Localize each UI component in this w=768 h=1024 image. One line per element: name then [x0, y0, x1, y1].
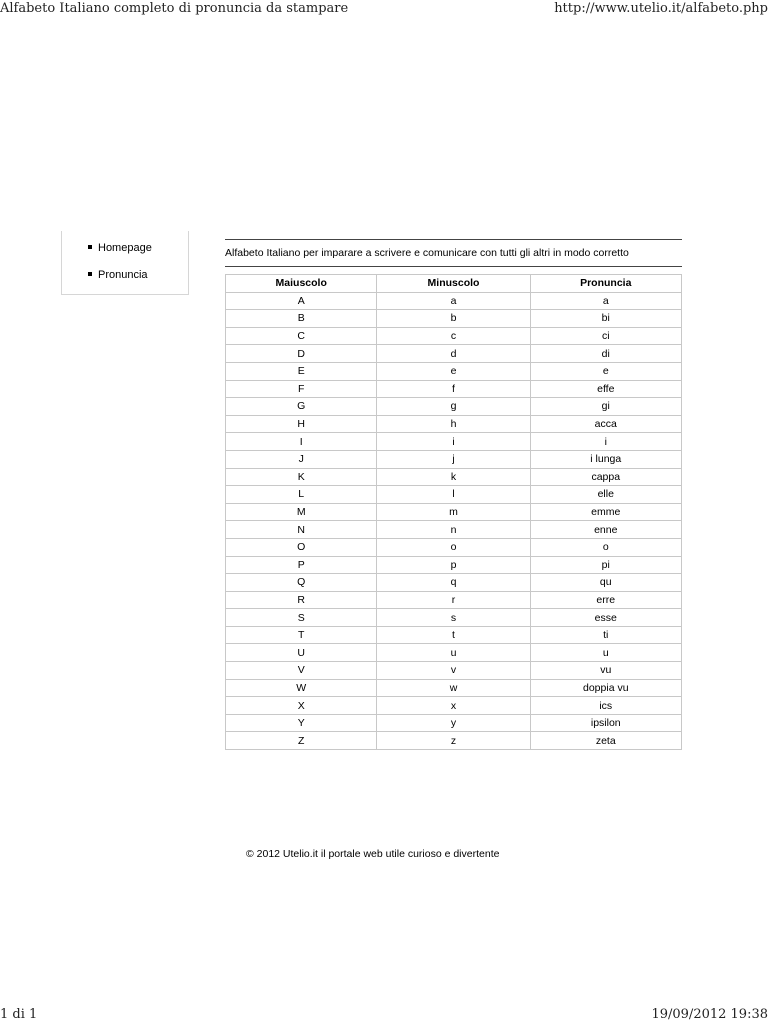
table-row	[226, 591, 682, 609]
table-row	[226, 609, 682, 627]
print-footer	[0, 1006, 768, 1024]
lowercase-cell: j	[377, 450, 530, 468]
copyright-text: © 2012 Utelio.it il portale web utile curioso e divertente	[246, 848, 500, 860]
print-page-title: Alfabeto Italiano completo di pronuncia da stampare	[0, 1, 349, 16]
pronunciation-cell: pi	[530, 556, 681, 574]
uppercase-cell: K	[226, 468, 377, 486]
uppercase-cell: M	[226, 503, 377, 521]
nav-link-pronuncia[interactable]	[88, 268, 148, 282]
table-row	[226, 574, 682, 592]
uppercase-cell: Q	[226, 574, 377, 592]
table-row	[226, 415, 682, 433]
pronunciation-cell: acca	[530, 415, 681, 433]
pronunciation-cell: enne	[530, 521, 681, 539]
uppercase-cell: X	[226, 697, 377, 715]
bullet-icon	[88, 272, 92, 276]
table-row	[226, 679, 682, 697]
divider	[225, 266, 682, 267]
table-row	[226, 556, 682, 574]
table-row	[226, 450, 682, 468]
table-row	[226, 433, 682, 451]
lowercase-cell: s	[377, 609, 530, 627]
pronunciation-cell: zeta	[530, 732, 681, 750]
table-body	[226, 292, 682, 749]
lowercase-cell: p	[377, 556, 530, 574]
pronunciation-cell: emme	[530, 503, 681, 521]
uppercase-cell: D	[226, 345, 377, 363]
uppercase-cell: J	[226, 450, 377, 468]
intro-text: Alfabeto Italiano per imparare a scrivere e comunicare con tutti gli altri in modo corretto	[225, 247, 629, 259]
uppercase-cell: T	[226, 626, 377, 644]
table-row	[226, 521, 682, 539]
pronunciation-cell: di	[530, 345, 681, 363]
table-header-row	[226, 275, 682, 293]
sidebar-nav	[61, 231, 189, 295]
uppercase-cell: G	[226, 398, 377, 416]
lowercase-cell: q	[377, 574, 530, 592]
uppercase-cell: W	[226, 679, 377, 697]
table-row	[226, 538, 682, 556]
uppercase-cell: U	[226, 644, 377, 662]
pronunciation-cell: doppia vu	[530, 679, 681, 697]
lowercase-cell: c	[377, 327, 530, 345]
pronunciation-cell: u	[530, 644, 681, 662]
lowercase-cell: x	[377, 697, 530, 715]
uppercase-cell: Y	[226, 714, 377, 732]
uppercase-cell: Z	[226, 732, 377, 750]
table-row	[226, 310, 682, 328]
table-row	[226, 714, 682, 732]
pronunciation-cell: ti	[530, 626, 681, 644]
nav-link-label: Pronuncia	[98, 269, 148, 281]
table-row	[226, 362, 682, 380]
nav-link-homepage[interactable]	[88, 241, 152, 255]
uppercase-cell: A	[226, 292, 377, 310]
lowercase-cell: h	[377, 415, 530, 433]
main-content	[225, 239, 682, 267]
lowercase-cell: f	[377, 380, 530, 398]
table-row	[226, 697, 682, 715]
lowercase-cell: z	[377, 732, 530, 750]
table-row	[226, 503, 682, 521]
pronunciation-cell: effe	[530, 380, 681, 398]
table-row	[226, 644, 682, 662]
uppercase-cell: P	[226, 556, 377, 574]
table-row	[226, 626, 682, 644]
pronunciation-cell: o	[530, 538, 681, 556]
uppercase-cell: O	[226, 538, 377, 556]
lowercase-cell: d	[377, 345, 530, 363]
pronunciation-cell: a	[530, 292, 681, 310]
lowercase-cell: l	[377, 486, 530, 504]
lowercase-cell: u	[377, 644, 530, 662]
lowercase-cell: m	[377, 503, 530, 521]
print-header	[0, 0, 768, 18]
lowercase-cell: y	[377, 714, 530, 732]
column-header-pronuncia: Pronuncia	[530, 275, 681, 293]
pronunciation-cell: elle	[530, 486, 681, 504]
pronunciation-cell: bi	[530, 310, 681, 328]
uppercase-cell: L	[226, 486, 377, 504]
pronunciation-cell: vu	[530, 662, 681, 680]
uppercase-cell: E	[226, 362, 377, 380]
column-header-maiuscolo: Maiuscolo	[226, 275, 377, 293]
lowercase-cell: b	[377, 310, 530, 328]
lowercase-cell: o	[377, 538, 530, 556]
uppercase-cell: R	[226, 591, 377, 609]
alphabet-table	[225, 274, 682, 750]
lowercase-cell: g	[377, 398, 530, 416]
lowercase-cell: i	[377, 433, 530, 451]
pronunciation-cell: erre	[530, 591, 681, 609]
print-page-url: http://www.utelio.it/alfabeto.php	[554, 1, 768, 16]
table-row	[226, 732, 682, 750]
lowercase-cell: e	[377, 362, 530, 380]
table-row	[226, 292, 682, 310]
lowercase-cell: t	[377, 626, 530, 644]
pronunciation-cell: e	[530, 362, 681, 380]
print-datetime: 19/09/2012 19:38	[651, 1007, 768, 1022]
nav-link-label: Homepage	[98, 242, 152, 254]
lowercase-cell: r	[377, 591, 530, 609]
table-row	[226, 327, 682, 345]
table-row	[226, 662, 682, 680]
bullet-icon	[88, 245, 92, 249]
table-row	[226, 486, 682, 504]
uppercase-cell: F	[226, 380, 377, 398]
uppercase-cell: C	[226, 327, 377, 345]
uppercase-cell: H	[226, 415, 377, 433]
table-row	[226, 468, 682, 486]
pronunciation-cell: ipsilon	[530, 714, 681, 732]
table-row	[226, 398, 682, 416]
pronunciation-cell: qu	[530, 574, 681, 592]
pronunciation-cell: cappa	[530, 468, 681, 486]
uppercase-cell: N	[226, 521, 377, 539]
pronunciation-cell: i lunga	[530, 450, 681, 468]
table-row	[226, 380, 682, 398]
lowercase-cell: v	[377, 662, 530, 680]
lowercase-cell: a	[377, 292, 530, 310]
page-count: 1 di 1	[0, 1007, 38, 1022]
uppercase-cell: S	[226, 609, 377, 627]
pronunciation-cell: i	[530, 433, 681, 451]
column-header-minuscolo: Minuscolo	[377, 275, 530, 293]
uppercase-cell: I	[226, 433, 377, 451]
pronunciation-cell: gi	[530, 398, 681, 416]
uppercase-cell: V	[226, 662, 377, 680]
lowercase-cell: k	[377, 468, 530, 486]
lowercase-cell: n	[377, 521, 530, 539]
pronunciation-cell: esse	[530, 609, 681, 627]
uppercase-cell: B	[226, 310, 377, 328]
lowercase-cell: w	[377, 679, 530, 697]
pronunciation-cell: ci	[530, 327, 681, 345]
pronunciation-cell: ics	[530, 697, 681, 715]
table-row	[226, 345, 682, 363]
